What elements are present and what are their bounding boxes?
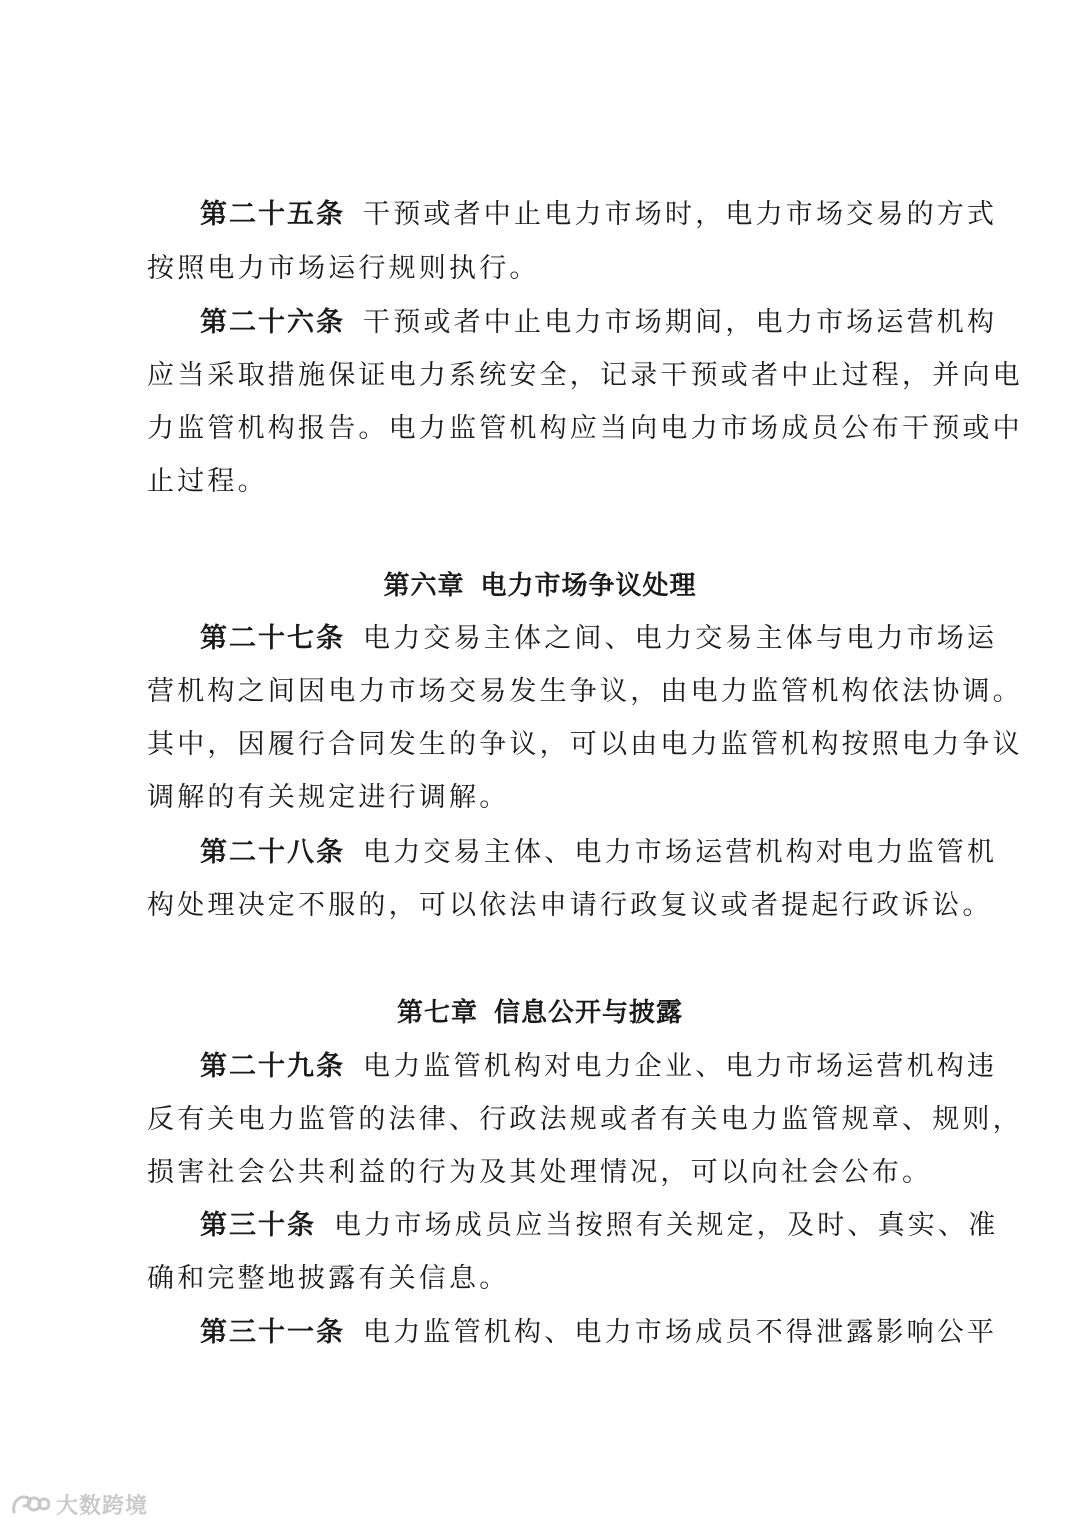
- article-label: 第二十六条: [200, 307, 345, 338]
- chapter-title: 电力市场争议处理: [480, 571, 697, 601]
- chapter-number: 第七章: [396, 998, 478, 1028]
- article-30-line-2: 确和完整地披露有关信息。: [147, 1263, 510, 1294]
- article-26-line-1: 第二十六条 干预或者中止电力市场期间，电力市场运营机构: [200, 307, 998, 338]
- article-28-line-2: 构处理决定不服的，可以依法申请行政复议或者提起行政诉讼。: [147, 890, 993, 921]
- article-label: 第二十七条: [200, 623, 345, 654]
- watermark-text: 大数跨境: [56, 1493, 149, 1519]
- chapter-title: 信息公开与披露: [494, 998, 684, 1028]
- article-29-line-1: 第二十九条 电力监管机构对电力企业、电力市场运营机构违: [200, 1051, 998, 1082]
- chapter-number: 第六章: [383, 571, 465, 601]
- article-27-line-2: 营机构之间因电力市场交易发生争议，由电力监管机构依法协调。: [147, 676, 1023, 707]
- article-26-line-3: 力监管机构报告。电力监管机构应当向电力市场成员公布干预或中: [147, 413, 1023, 444]
- watermark: [10, 1488, 148, 1520]
- article-label: 第二十八条: [200, 837, 345, 868]
- article-29-line-2: 反有关电力监管的法律、行政法规或者有关电力监管规章、规则，: [147, 1104, 1023, 1135]
- article-27-line-4: 调解的有关规定进行调解。: [147, 782, 510, 813]
- article-26-line-4: 止过程。: [147, 466, 268, 497]
- article-26-line-2: 应当采取措施保证电力系统安全，记录干预或者中止过程，并向电: [147, 360, 1023, 391]
- article-label: 第三十一条: [200, 1317, 345, 1348]
- article-30-line-1: 第三十条 电力市场成员应当按照有关规定，及时、真实、准: [200, 1210, 999, 1241]
- article-25-line-2: 按照电力市场运行规则执行。: [147, 253, 540, 284]
- article-28-line-1: 第二十八条 电力交易主体、电力市场运营机构对电力监管机: [200, 837, 998, 868]
- article-29-line-3: 损害社会公共利益的行为及其处理情况，可以向社会公布。: [147, 1157, 933, 1188]
- article-label: 第二十五条: [200, 199, 345, 230]
- article-27-line-3: 其中，因履行合同发生的争议，可以由电力监管机构按照电力争议: [147, 729, 1023, 760]
- article-label: 第三十条: [200, 1210, 316, 1241]
- article-label: 第二十九条: [200, 1051, 345, 1082]
- article-27-line-1: 第二十七条 电力交易主体之间、电力交易主体与电力市场运: [200, 623, 998, 654]
- article-31-line-1: 第三十一条 电力监管机构、电力市场成员不得泄露影响公平: [200, 1317, 998, 1348]
- chapter-6-heading: [0, 559, 1080, 613]
- chapter-7-heading: [0, 986, 1080, 1040]
- article-25-line-1: 第二十五条 干预或者中止电力市场时，电力市场交易的方式: [200, 199, 998, 230]
- brand-logo-icon: [10, 1490, 50, 1518]
